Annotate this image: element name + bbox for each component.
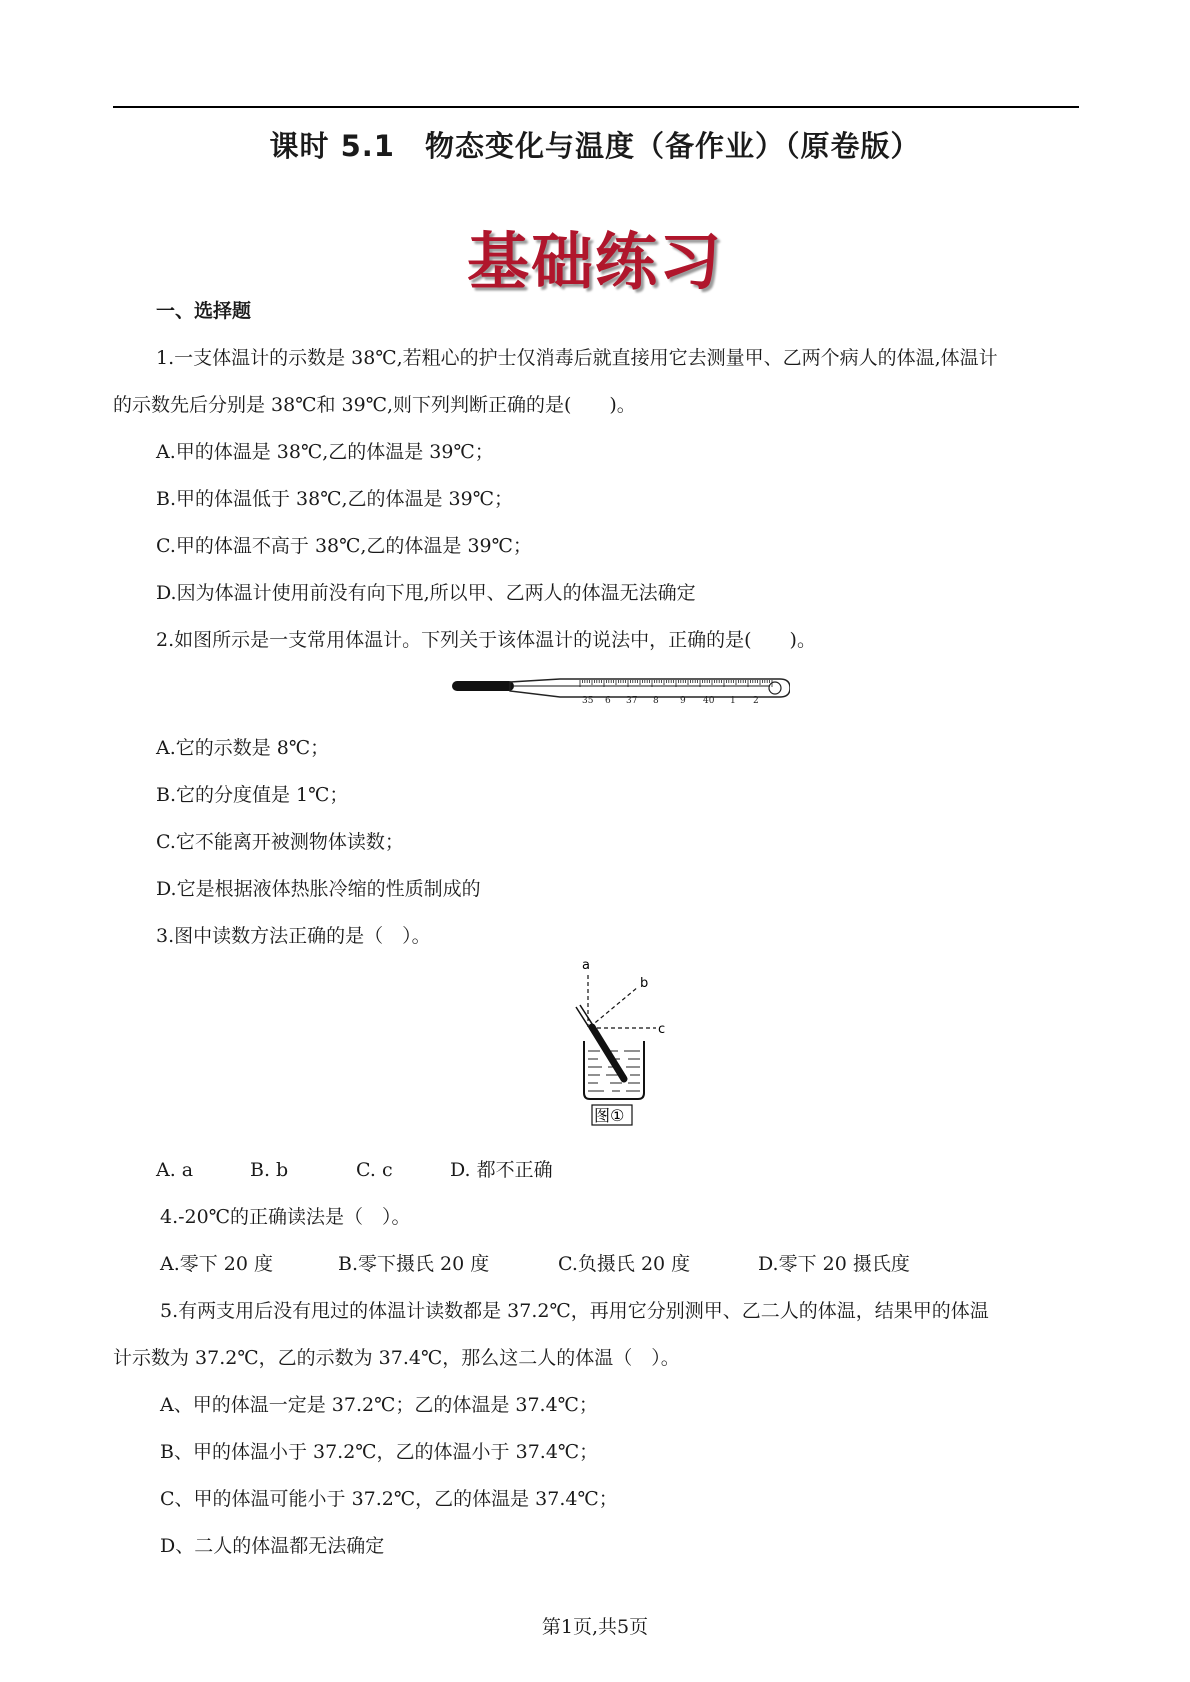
page-title: 课时 5.1 物态变化与温度（备作业）（原卷版） (269, 129, 921, 163)
q1-option-d: D.因为体温计使用前没有向下甩,所以甲、乙两人的体温无法确定 (156, 582, 696, 604)
q2-option-a: A.它的示数是 8℃； (156, 737, 330, 759)
q4-option-a: A.零下 20 度 (160, 1253, 274, 1275)
q5-stem-line1: 5.有两支用后没有甩过的体温计读数都是 37.2℃，再用它分别测甲、乙二人的体温，结果甲的体温 (160, 1300, 989, 1322)
tick-label: 35 (582, 696, 594, 706)
q1-option-c: C.甲的体温不高于 38℃,乙的体温是 39℃； (156, 535, 532, 557)
q3-option-c: C. c (356, 1159, 393, 1181)
q3-option-a: A. a (156, 1159, 194, 1181)
q1-option-a: A.甲的体温是 38℃,乙的体温是 39℃； (156, 441, 494, 463)
section-banner: 基础练习 (466, 225, 723, 298)
tick-label: 40 (703, 696, 715, 706)
q5-option-b: B、甲的体温小于 37.2℃，乙的体温小于 37.4℃； (160, 1441, 599, 1463)
tick-label: 37 (626, 696, 638, 706)
header-rule (113, 106, 1079, 108)
q1-stem-line1: 1.一支体温计的示数是 38℃,若粗心的护士仅消毒后就直接用它去测量甲、乙两个病人的体温,体温计 (156, 347, 998, 369)
reading-method-figure (570, 955, 680, 1135)
tick-label: 1 (730, 696, 736, 706)
q2-option-d: D.它是根据液体热胀冷缩的性质制成的 (156, 878, 481, 900)
q5-stem-line2: 计示数为 37.2℃，乙的示数为 37.4℃，那么这二人的体温（ ）。 (113, 1347, 680, 1369)
q2-stem: 2.如图所示是一支常用体温计。下列关于该体温计的说法中，正确的是( )。 (156, 629, 816, 651)
figure-label-a: a (582, 958, 590, 973)
figure-label-c: c (658, 1022, 666, 1037)
q4-option-b: B.零下摄氏 20 度 (338, 1253, 490, 1275)
figure-label-b: b (640, 976, 649, 991)
q1-option-b: B.甲的体温低于 38℃,乙的体温是 39℃； (156, 488, 513, 510)
tick-label: 6 (605, 696, 611, 706)
section-heading: 一、选择题 (156, 300, 252, 322)
thermometer-bulb (452, 681, 514, 691)
q3-options (156, 1155, 553, 1182)
q5-option-c: C、甲的体温可能小于 37.2℃，乙的体温是 37.4℃； (160, 1488, 618, 1510)
q5-option-d: D、二人的体温都无法确定 (160, 1535, 385, 1557)
tick-label: 9 (680, 696, 686, 706)
q4-option-c: C.负摄氏 20 度 (558, 1253, 691, 1275)
figure-caption: 图① (594, 1106, 625, 1125)
q1-stem-line2: 的示数先后分别是 38℃和 39℃,则下列判断正确的是( )。 (113, 394, 636, 416)
page-number: 第1页,共5页 (541, 1616, 649, 1638)
q2-option-c: C.它不能离开被测物体读数； (156, 831, 404, 853)
q4-options (160, 1249, 910, 1276)
q3-option-d: D. 都不正确 (450, 1159, 553, 1181)
q3-option-b: B. b (250, 1159, 289, 1181)
q3-stem: 3.图中读数方法正确的是（ ）。 (156, 925, 431, 947)
q4-option-d: D.零下 20 摄氏度 (758, 1253, 910, 1275)
thermometer-figure (450, 672, 790, 706)
q5-option-a: A、甲的体温一定是 37.2℃；乙的体温是 37.4℃； (160, 1394, 598, 1416)
tick-label: 8 (653, 696, 659, 706)
q2-option-b: B.它的分度值是 1℃； (156, 784, 349, 806)
tick-label: 2 (753, 696, 759, 706)
q4-stem: 4.-20℃的正确读法是（ ）。 (160, 1206, 411, 1228)
